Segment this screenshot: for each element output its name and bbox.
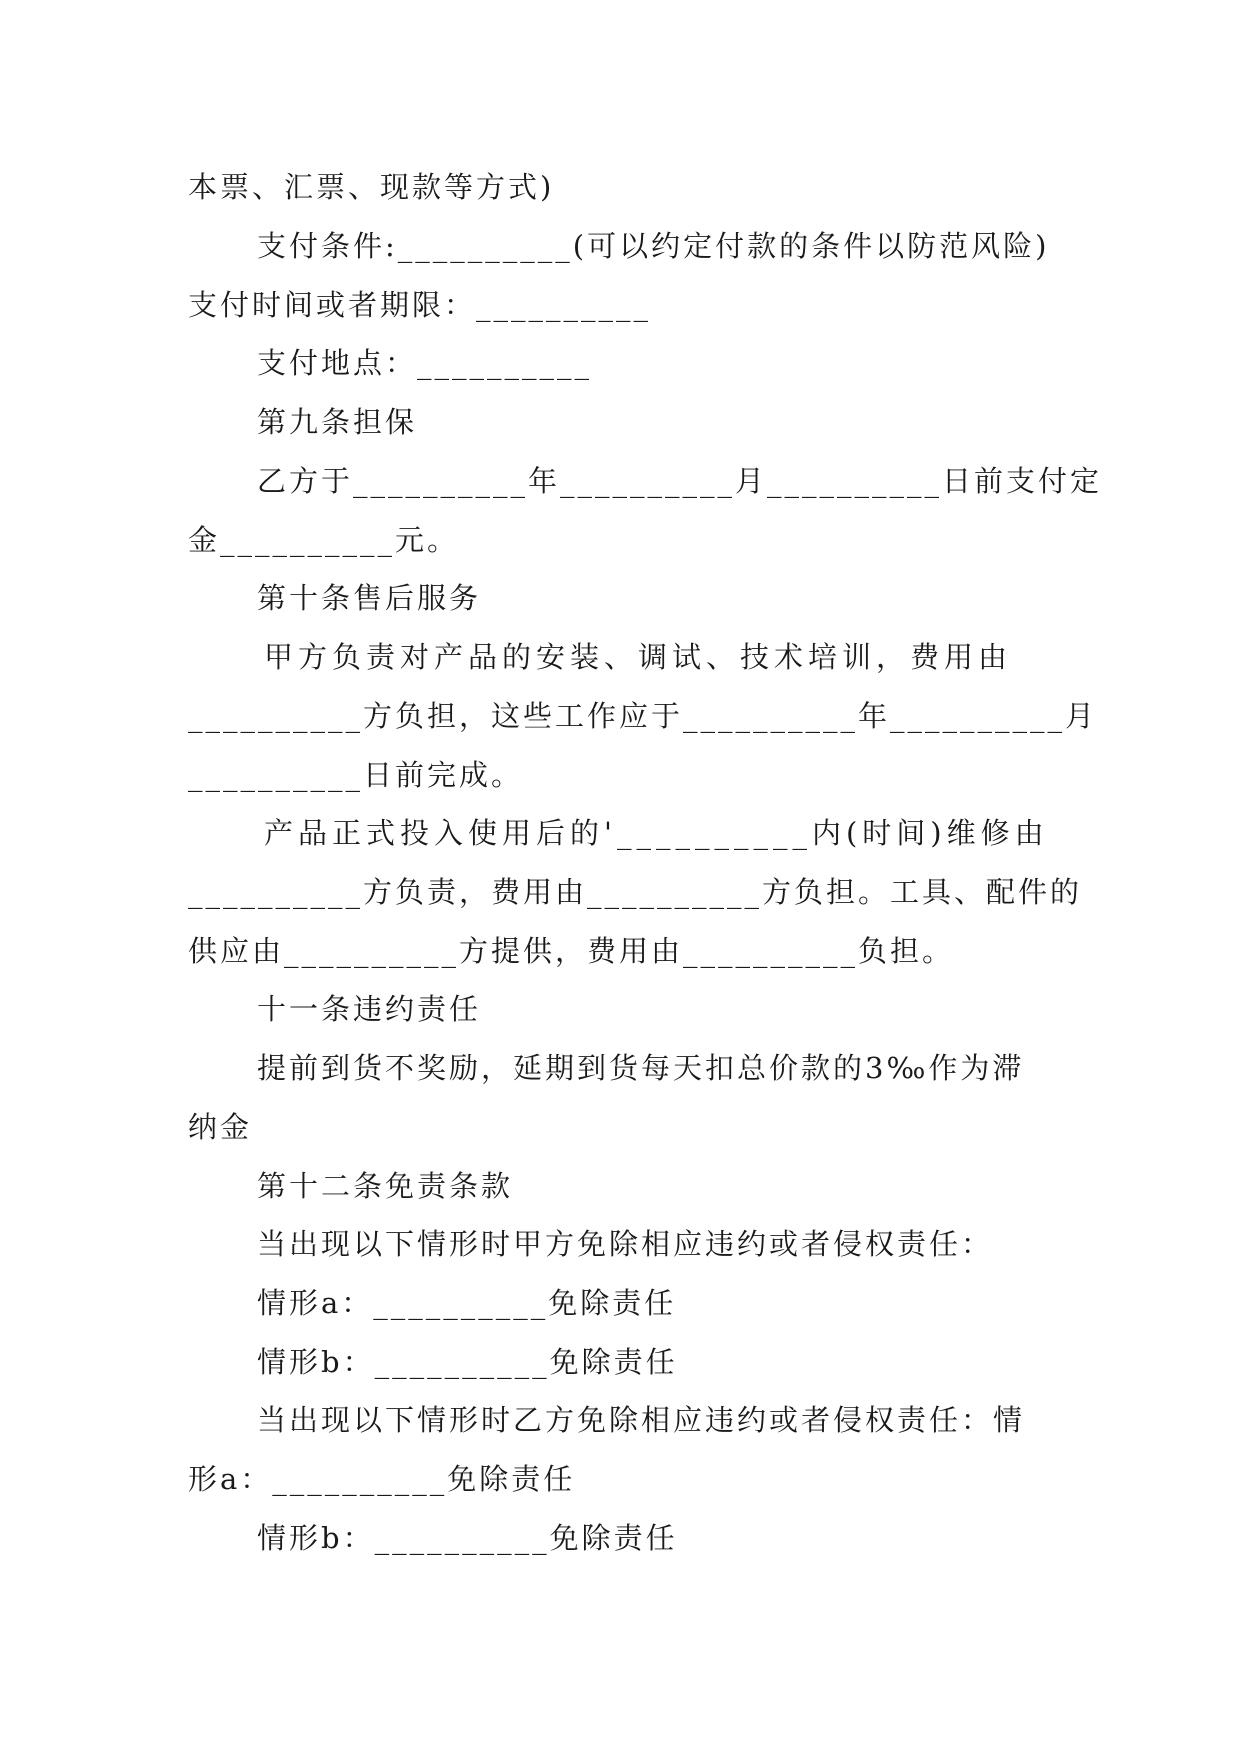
text-line-party-b-case-a: 形a：__________免除责任 xyxy=(188,1462,576,1496)
text-line-party-b-case-b: 情形b：__________免除责任 xyxy=(257,1521,678,1555)
text-line-installation-completion: __________日前完成。 xyxy=(188,758,524,792)
text-line-installation-deadline: __________方负担，这些工作应于__________年__________月 xyxy=(188,699,1098,733)
text-line-payment-conditions: 支付条件:__________(可以约定付款的条件以防范风险) xyxy=(257,229,1050,263)
section-heading-after-sales: 第十条售后服务 xyxy=(257,581,482,615)
text-line-party-b-exemption: 当出现以下情形时乙方免除相应违约或者侵权责任：情 xyxy=(257,1403,1026,1437)
text-line-party-a-case-b: 情形b：__________免除责任 xyxy=(257,1345,678,1379)
text-line-maintenance: 产品正式投入使用后的'__________内(时间)维修由 xyxy=(264,816,1049,850)
text-line-late-penalty: 提前到货不奖励，延期到货每天扣总价款的3‰作为滞 xyxy=(257,1051,1025,1085)
text-line-party-a-case-a: 情形a：__________免除责任 xyxy=(257,1286,677,1320)
text-line-deposit-amount: 金__________元。 xyxy=(188,523,460,557)
text-line-parts-supply: 供应由__________方提供，费用由__________负担。 xyxy=(188,934,955,968)
text-line-maintenance-cost: __________方负责，费用由__________方负担。工具、配件的 xyxy=(188,875,1083,909)
text-line-payment-location: 支付地点：__________ xyxy=(257,346,593,380)
text-line-late-fee: 纳金 xyxy=(188,1110,253,1144)
text-line-payment-methods: 本票、汇票、现款等方式) xyxy=(188,170,555,204)
text-line-deposit-date: 乙方于__________年__________月__________日前支付定 xyxy=(257,464,1103,498)
section-heading-guarantee: 第九条担保 xyxy=(257,405,418,439)
text-line-installation: 甲方负责对产品的安装、调试、技术培训，费用由 xyxy=(264,640,1013,674)
text-line-party-a-exemption: 当出现以下情形时甲方免除相应违约或者侵权责任： xyxy=(257,1227,994,1261)
text-line-payment-deadline: 支付时间或者期限：__________ xyxy=(188,288,652,322)
section-heading-exemption: 第十二条免责条款 xyxy=(257,1169,514,1203)
section-heading-liability: 十一条违约责任 xyxy=(257,992,482,1026)
